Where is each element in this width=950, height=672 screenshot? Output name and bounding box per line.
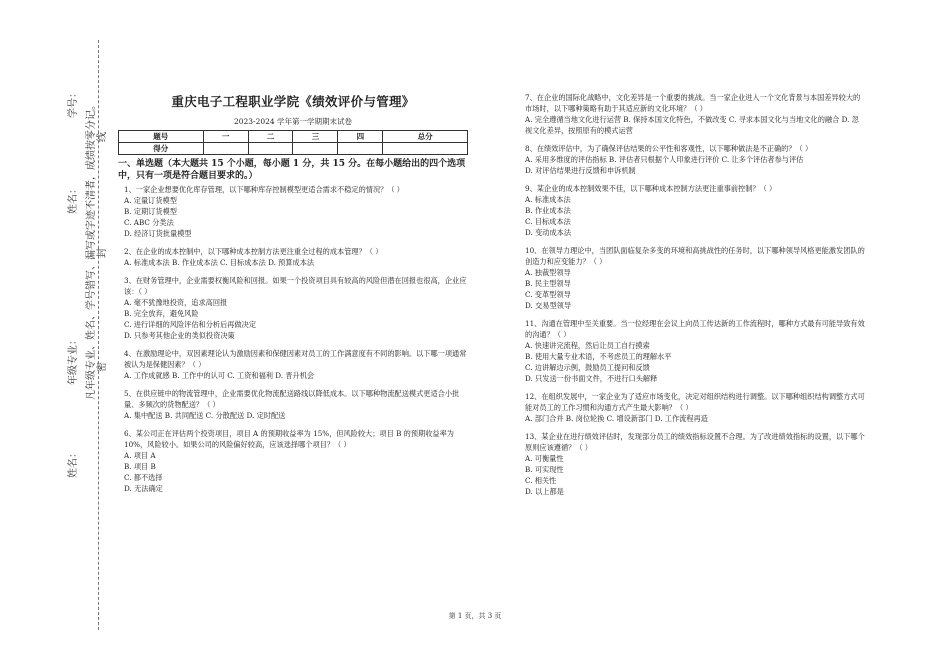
- score-header-cell: 题号: [119, 131, 204, 143]
- question-option: A. 完全遵循当地文化进行运营 B. 保持本国文化特色，不做改变 C. 寻求本国文化与当地文化的融合 D. 忽视文化差异，按照原有的模式运营: [525, 115, 859, 135]
- question-option: D. 变动成本法: [525, 228, 572, 237]
- score-cell: [338, 143, 383, 155]
- question-list-right: [519, 92, 865, 497]
- question-option: C. 都不选择: [124, 473, 163, 482]
- section-heading: 一、单选题（本大题共 15 个小题，每小题 1 分，共 15 分。在每小题给出的四个选项中，只有一项是符合题目要求的。）: [118, 159, 466, 181]
- question-option: B. 完全放弃，避免风险: [124, 309, 199, 318]
- question-option: B. 作业成本法: [525, 206, 571, 215]
- score-header-cell: 二: [248, 131, 293, 143]
- question-option: A. 标准成本法 B. 作业成本法 C. 目标成本法 D. 预算成本法: [124, 258, 315, 267]
- score-table: [118, 130, 468, 155]
- question-stem: 3、在财务管理中，企业需要权衡风险和回报。如果一个投资项目具有较高的风险但潜在回报也很高，企业应该：（ ）: [124, 276, 467, 296]
- question-option: A. 定量订货模型: [124, 196, 177, 205]
- question-option: A. 快速讲完流程，然后让员工自行摸索: [525, 341, 650, 350]
- seal-mark-xian: 线: [97, 132, 108, 142]
- name-label: 姓名：: [68, 184, 79, 214]
- score-row-label: 得分: [119, 143, 204, 155]
- score-cell: [383, 143, 468, 155]
- question-item: [519, 318, 865, 384]
- right-column: [519, 92, 865, 504]
- question-item: [519, 92, 865, 136]
- question-item: [118, 428, 468, 494]
- question-stem: 11、沟通在管理中至关重要。当一位经理在会议上向员工传达新的工作流程时，哪种方式最有可能导致有效的沟通？（ ）: [525, 319, 865, 339]
- question-option: D. 交易型领导: [525, 301, 572, 310]
- question-option: D. 以上都是: [525, 487, 564, 496]
- question-option: A. 标准成本法: [525, 195, 571, 204]
- question-option: A. 独裁型领导: [525, 268, 571, 277]
- score-cell: [203, 143, 248, 155]
- question-stem: 2、在企业的成本控制中，以下哪种成本控制方法更注重全过程的成本管理？（ ）: [124, 247, 383, 256]
- question-option: A. 毫不犹豫地投资，追求高回报: [124, 298, 228, 307]
- binding-notice: 凡年级专业、姓名、学号错写、漏写或字迹不清者，成绩按零分记。: [86, 100, 97, 400]
- question-option: A. 工作成就感 B. 工作中的认可 C. 工资和福利 D. 晋升机会: [124, 371, 315, 380]
- question-stem: 10、在领导力理论中，当团队面临复杂多变的环境和高挑战性的任务时，以下哪种领导风格更能激发团队的创造力和应变能力？（ ）: [525, 246, 865, 266]
- score-cell: [248, 143, 293, 155]
- question-item: [118, 348, 468, 381]
- score-table-header-row: [119, 131, 468, 143]
- question-item: [118, 246, 468, 268]
- question-option: C. ABC 分类法: [124, 218, 174, 227]
- question-item: [519, 431, 865, 497]
- page-footer: 第 1 页，共 3 页: [448, 612, 502, 620]
- question-item: [118, 388, 468, 421]
- question-item: [519, 245, 865, 311]
- score-table-score-row: [119, 143, 468, 155]
- question-option: B. 使用大量专业术语，不考虑员工的理解水平: [525, 352, 672, 361]
- question-option: B. 项目 B: [124, 462, 156, 471]
- seal-mark-mi: 密: [97, 362, 108, 372]
- question-option: B. 民主型领导: [525, 279, 571, 288]
- question-option: D. 只发送一份书面文件，不进行口头解释: [525, 374, 658, 383]
- question-option: D. 无法确定: [124, 484, 163, 493]
- question-list-left: [118, 184, 468, 494]
- cut-line: [98, 40, 99, 630]
- question-stem: 13、某企业在进行绩效评估时，发现部分员工的绩效指标设置不合理。为了改进绩效指标的设置，以下哪个原则应该遵循？（ ）: [525, 432, 865, 452]
- question-stem: 7、在企业的国际化战略中，文化差异是一个重要的挑战。当一家企业进入一个文化背景与本国差异较大的市场时，以下哪种策略有助于其适应新的文化环境？（ ）: [525, 93, 861, 113]
- question-option: A. 可衡量性: [525, 454, 564, 463]
- question-stem: 4、在激励理论中，双因素理论认为激励因素和保健因素对员工的工作满意度有不同的影响。以下哪一项通常被认为是保健因素？（ ）: [124, 349, 467, 369]
- question-stem: 1、一家企业想要优化库存管理，以下哪种库存控制模型更适合需求不稳定的情况？（ ）: [124, 185, 404, 194]
- major-label: 年级专业：: [68, 335, 79, 385]
- question-option: C. 目标成本法: [525, 217, 571, 226]
- student-id-label: 学号：: [68, 88, 79, 118]
- question-item: [118, 184, 468, 239]
- score-header-cell: 一: [203, 131, 248, 143]
- question-option: A. 采用多维度的评估指标 B. 评估者只根据个人印象进行评价 C. 让多个评估者参与评估: [525, 155, 804, 164]
- question-option: C. 相关性: [525, 476, 557, 485]
- question-option: C. 边讲解边示例，鼓励员工提问和反馈: [525, 363, 650, 372]
- question-option: A. 集中配送 B. 共同配送 C. 分散配送 D. 定时配送: [124, 411, 286, 420]
- left-column: [118, 92, 468, 501]
- score-header-cell: 四: [338, 131, 383, 143]
- question-option: D. 经济订货批量模型: [124, 229, 192, 238]
- question-stem: 8、在绩效评估中，为了确保评估结果的公平性和客观性，以下哪种做法是不正确的？（ ）: [525, 144, 813, 153]
- score-header-cell: 总分: [383, 131, 468, 143]
- question-option: D. 只参考其他企业的类似投资决策: [124, 331, 235, 340]
- question-item: [118, 275, 468, 341]
- question-item: [519, 143, 865, 176]
- question-option: A. 部门合并 B. 岗位轮换 C. 增设新部门 D. 工作流程再造: [525, 414, 708, 423]
- question-option: C. 变革型领导: [525, 290, 571, 299]
- question-item: [519, 391, 865, 424]
- seal-mark-feng: 封: [97, 248, 108, 258]
- exam-title: 重庆电子工程职业学院《绩效评价与管理》: [171, 94, 415, 109]
- question-stem: 5、在供应链中的物流管理中，企业需要优化物流配送路线以降低成本。以下哪种物流配送模式更适合小批量、多频次的货物配送？（ ）: [124, 389, 460, 409]
- question-option: B. 可实现性: [525, 465, 564, 474]
- exam-subtitle: 2023-2024 学年第一学期期末试卷: [233, 117, 353, 126]
- binding-margin: [0, 0, 112, 672]
- score-cell: [293, 143, 338, 155]
- question-stem: 9、某企业的成本控制效果不佳，以下哪种成本控制方法更注重事前控制？（ ）: [525, 184, 777, 193]
- question-stem: 6、某公司正在评估两个投资项目，项目 A 的预期收益率为 15%，但风险较大；项目 B 的预期收益率为 10%，风险较小。如果公司的风险偏好较高，应该选择哪个项目？（ ）: [124, 429, 454, 449]
- question-option: D. 对评估结果进行反馈和申诉机制: [525, 166, 636, 175]
- score-header-cell: 三: [293, 131, 338, 143]
- question-stem: 12、在组织发展中，一家企业为了适应市场变化，决定对组织结构进行调整。以下哪种组织结构调整方式可能对员工的工作习惯和沟通方式产生最大影响？（ ）: [525, 392, 865, 412]
- question-option: A. 项目 A: [124, 451, 156, 460]
- venue-label: 姓名：: [68, 448, 79, 478]
- question-item: [519, 183, 865, 238]
- question-option: B. 定期订货模型: [124, 207, 177, 216]
- question-option: C. 进行详细的风险评估和分析后再做决定: [124, 320, 257, 329]
